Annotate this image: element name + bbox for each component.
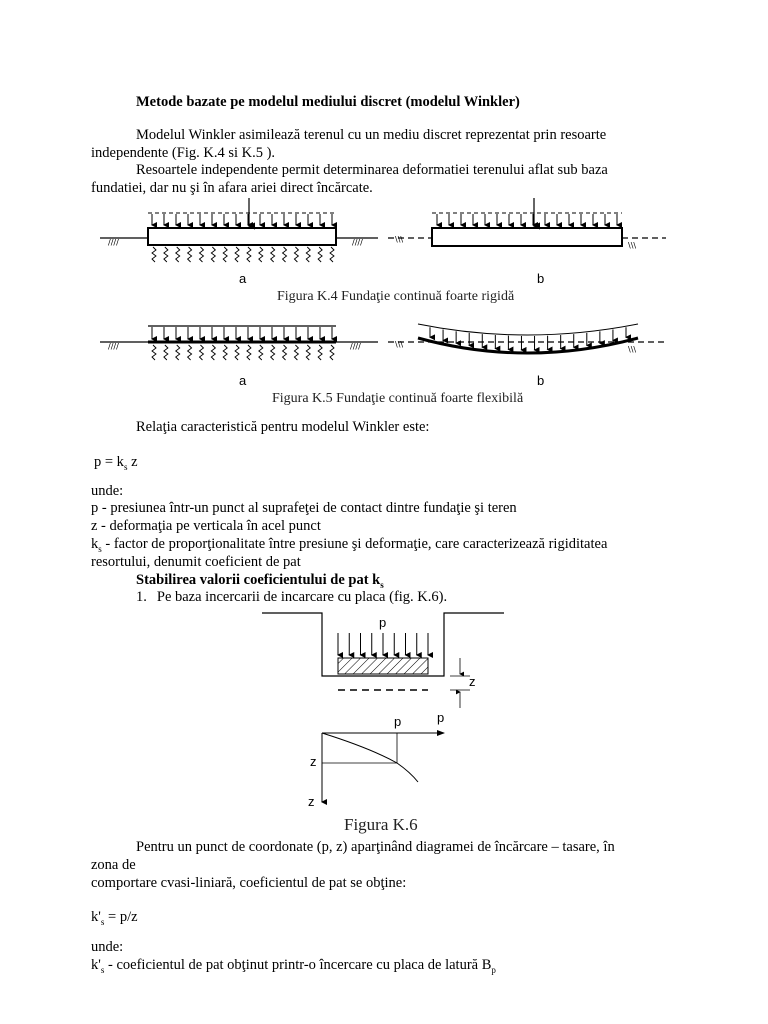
- fig-k4-caption: Figura K.4 Fundaţie continuă foarte rigidă: [277, 289, 515, 304]
- spring: [330, 247, 334, 262]
- relation-intro: Relaţia caracteristică pentru modelul Winkler este:: [136, 419, 430, 435]
- fig-k6-z-axis: z: [308, 794, 315, 809]
- para1-line1: Modelul Winkler asimilează terenul cu un mediu discret reprezentat prin resoarte: [136, 127, 607, 143]
- fig-k4-b: [388, 198, 666, 250]
- fig-k5-a: [100, 326, 378, 360]
- svg-text:\\\: \\\: [628, 345, 637, 354]
- spring: [330, 345, 334, 360]
- svg-text:////: ////: [108, 238, 119, 247]
- fig-k5-caption: Figura K.5 Fundaţie continuă foarte flexibilă: [272, 391, 524, 406]
- para3-line2: zona de: [91, 857, 136, 873]
- svg-text:\\\: \\\: [628, 241, 637, 250]
- formula-2: $k'_s = p/z$: [91, 909, 138, 927]
- spring: [294, 345, 298, 360]
- spring: [247, 345, 251, 360]
- spring: [152, 345, 156, 360]
- spring: [306, 247, 310, 262]
- spring: [271, 247, 275, 262]
- fig-k4-label-b: b: [537, 271, 545, 286]
- heading: Metode bazate pe modelul mediului discret (modelul Winkler): [136, 94, 520, 110]
- list-text: Pe baza incercarii de incarcare cu placa (fig. K.6).: [156, 589, 448, 605]
- def-ks-line2: resortului, denumit coeficient de pat: [91, 554, 301, 570]
- spring: [152, 247, 156, 262]
- spring: [164, 247, 168, 262]
- fig-k6-p-point: p: [394, 714, 402, 729]
- svg-text:////: ////: [350, 342, 361, 351]
- spring: [164, 345, 168, 360]
- spring: [259, 247, 263, 262]
- spring: [188, 247, 192, 262]
- spring: [318, 345, 322, 360]
- list-number: 1.: [136, 589, 147, 605]
- fig-k6-caption: Figura K.6: [344, 815, 418, 834]
- spring: [176, 247, 180, 262]
- def-ks: $k_s$ - factor de proporţionalitate între presiune şi deformaţie, care caracterizează rigiditatea: [91, 536, 608, 554]
- spring: [199, 345, 203, 360]
- spring: [306, 345, 310, 360]
- spring: [259, 345, 263, 360]
- subheading: Stabilirea valorii coeficientului de pat $k_s$: [136, 572, 384, 590]
- spring: [235, 247, 239, 262]
- fig-k5-label-a: a: [239, 373, 247, 388]
- fig-k5-b: [388, 324, 666, 354]
- para3-line3: comportare cvasi-liniară, coeficientul de pat se obţine:: [91, 875, 407, 891]
- spring: [283, 345, 287, 360]
- para2-line2: fundatiei, dar nu şi în afara ariei direct încărcate.: [91, 180, 373, 196]
- spring: [211, 247, 215, 262]
- fig-k6-z-side: z: [469, 674, 476, 689]
- spring: [247, 247, 251, 262]
- fig-k6-z-point: z: [310, 754, 317, 769]
- svg-text:////: ////: [352, 238, 363, 247]
- para2-line1: Resoartele independente permit determinarea deformatiei terenului aflat sub baza: [136, 162, 608, 178]
- spring: [211, 345, 215, 360]
- spring: [271, 345, 275, 360]
- unde-1: unde:: [91, 483, 124, 499]
- spring: [318, 247, 322, 262]
- fig-k6-plate-test: [262, 613, 504, 802]
- para1-line2: independente (Fig. K.4 si K.5 ).: [91, 145, 276, 161]
- spring: [223, 345, 227, 360]
- spring: [283, 247, 287, 262]
- spring: [176, 345, 180, 360]
- svg-text:\\\: \\\: [395, 235, 404, 244]
- formula-1: $p = k_s$ z: [94, 454, 138, 472]
- fig-k4-label-a: a: [239, 271, 247, 286]
- spring: [235, 345, 239, 360]
- spring: [223, 247, 227, 262]
- unde-2: unde:: [91, 939, 124, 955]
- spring: [199, 247, 203, 262]
- def-p: p - presiunea într-un punct al suprafeţei de contact dintre fundaţie şi teren: [91, 500, 517, 516]
- fig-k4-a: [100, 198, 378, 262]
- para3-line1: Pentru un punct de coordonate (p, z) aparţinând diagramei de încărcare – tasare, în: [136, 839, 615, 855]
- spring: [188, 345, 192, 360]
- svg-text:////: ////: [108, 342, 119, 351]
- spring: [294, 247, 298, 262]
- def-ks2: $k'_s$ - coeficientul de pat obţinut printr-o încercare cu placa de latură $B_p$: [91, 957, 496, 975]
- def-z: z - deformaţia pe verticala în acel punct: [91, 518, 321, 534]
- fig-k5-label-b: b: [537, 373, 545, 388]
- fig-k6-p-top: p: [379, 615, 387, 630]
- svg-text:\\\: \\\: [395, 340, 404, 349]
- fig-k6-p-axis: p: [437, 710, 445, 725]
